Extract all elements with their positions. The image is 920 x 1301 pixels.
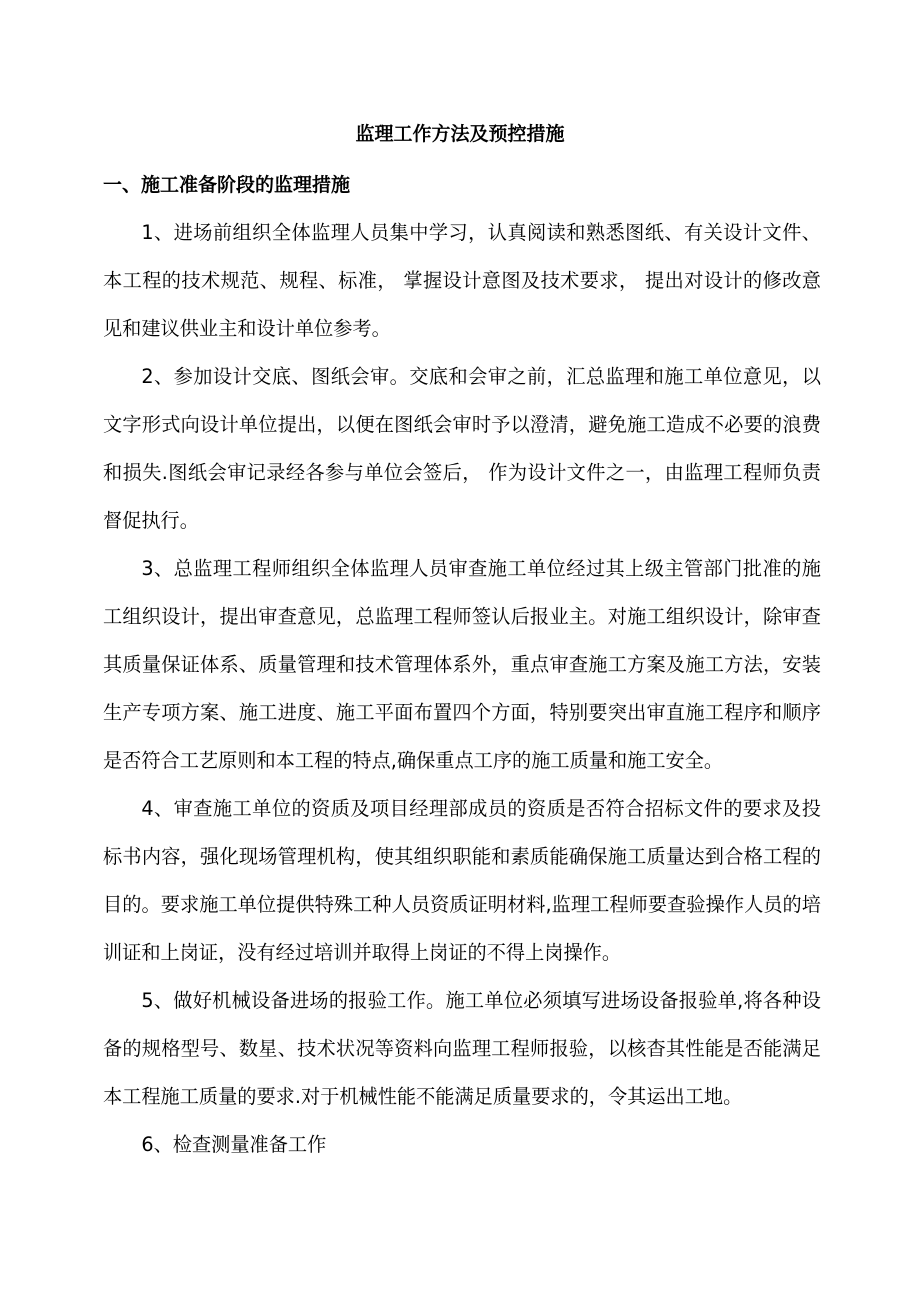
- paragraph-4: 4、审查施工单位的资质及项目经理部成员的资质是否符合招标文件的要求及投标书内容，强化现场管理机构，使其组织职能和素质能确保施工质量达到合格工程的目的。要求施工单位提供特殊工种人员资质证明材料,监理工程师要查验操作人员的培训证和上岗证，没有经过培训并取得上岗证的不得上岗操作。: [103, 797, 821, 964]
- document-title: 监理工作方法及预控措施: [355, 123, 565, 145]
- paragraph-2: 2、参加设计交底、图纸会审。交底和会审之前，汇总监理和施工单位意见，以文字形式向设计单位提出，以便在图纸会审时予以澄清，避免施工造成不必要的浪费和损失.图纸会审记录经各参与单位会签后， 作为设计文件之一，由监理工程师负责督促执行。: [103, 365, 821, 532]
- paragraph-6: 6、检查测量准备工作: [141, 1133, 327, 1156]
- paragraph-1: 1、进场前组织全体监理人员集中学习，认真阅读和熟悉图纸、有关设计文件、本工程的技术规范、规程、标准， 掌握设计意图及技术要求， 提出对设计的修改意见和建议供业主和设计单位参考。: [103, 221, 821, 340]
- section-heading: 一、施工准备阶段的监理措施: [103, 174, 351, 196]
- paragraph-5: 5、做好机械设备进场的报验工作。施工单位必须填写进场设备报验单,将各种设备的规格型号、数星、技术状况等资料向监理工程师报验，以核杳其性能是否能满足本工程施工质量的要求.对于机械性能不能满足质量要求的，令其运出工地。: [103, 989, 821, 1108]
- paragraph-3: 3、总监理工程师组织全体监理人员审查施工单位经过其上级主管部门批准的施工组织设计，提出审查意见，总监理工程师签认后报业主。对施工组织设计，除审查其质量保证体系、质量管理和技术管理体系外，重点审查施工方案及施工方法，安装生产专项方案、施工进度、施工平面布置四个方面，特别要突出审直施工程序和顺序是否符合工艺原则和本工程的特点,确保重点工序的施工质量和施工安全。: [103, 557, 821, 772]
